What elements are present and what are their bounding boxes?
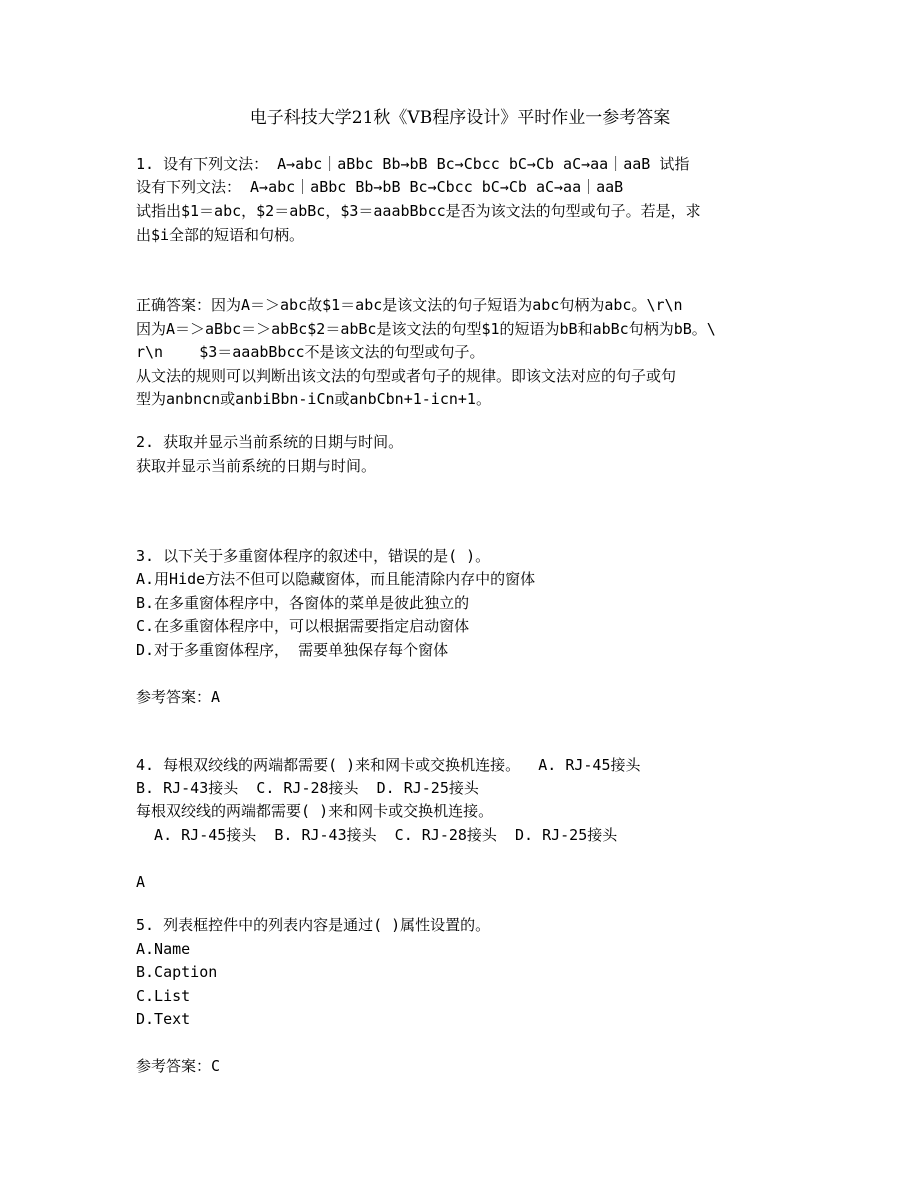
q3-option-d: D.对于多重窗体程序， 需要单独保存每个窗体	[136, 641, 449, 659]
q5-option-d: D.Text	[136, 1010, 191, 1028]
q5-option-a: A.Name	[136, 940, 191, 958]
q5-answer: 参考答案：C	[136, 1057, 221, 1075]
q2-line-1: 2. 获取并显示当前系统的日期与时间。	[136, 433, 404, 451]
q4-line-2: B. RJ-43接头 C. RJ-28接头 D. RJ-25接头	[136, 779, 479, 797]
q4-line-4: A. RJ-45接头 B. RJ-43接头 C. RJ-28接头 D. RJ-25接头	[136, 826, 618, 844]
q4-line-1: 4. 每根双绞线的两端都需要( )来和网卡或交换机连接。 A. RJ-45接头	[136, 756, 641, 774]
q1-line-3: 试指出$1＝abc，$2＝abBc，$3＝aaabBbcc是否为该文法的句型或句子。若是，求	[136, 202, 701, 220]
q5-option-c: C.List	[136, 987, 191, 1005]
q1-answer-line-5: 型为anbncn或anbiBbn-iCn或anbCbn+1-icn+1。	[136, 390, 491, 408]
q1-answer-line-1: 正确答案：因为A＝＞abc故$1＝abc是该文法的句子短语为abc句柄为abc。\r\n	[136, 296, 683, 314]
q1-answer-line-3: r\n $3＝aaabBbcc不是该文法的句型或句子。	[136, 343, 485, 361]
q4-answer: A	[136, 873, 146, 891]
q1-line-2: 设有下列文法： A→abc｜aBbc Bb→bB Bc→Cbcc bC→Cb aC→aa｜aaB	[136, 178, 624, 196]
q3-line-1: 3. 以下关于多重窗体程序的叙述中，错误的是( )。	[136, 547, 491, 565]
q1-line-1: 1. 设有下列文法： A→abc｜aBbc Bb→bB Bc→Cbcc bC→Cb aC→aa｜aaB 试指	[136, 155, 690, 173]
q3-answer: 参考答案：A	[136, 688, 221, 706]
document-title: 电子科技大学21秋《VB程序设计》平时作业一参考答案	[249, 108, 671, 128]
q5-option-b: B.Caption	[136, 963, 218, 981]
q3-option-b: B.在多重窗体程序中，各窗体的菜单是彼此独立的	[136, 594, 470, 612]
q5-line-1: 5. 列表框控件中的列表内容是通过( )属性设置的。	[136, 916, 491, 934]
q2-line-2: 获取并显示当前系统的日期与时间。	[136, 457, 377, 475]
q3-option-a: A.用Hide方法不但可以隐藏窗体，而且能清除内存中的窗体	[136, 570, 536, 588]
q4-line-3: 每根双绞线的两端都需要( )来和网卡或交换机连接。	[136, 802, 494, 820]
q1-answer-line-4: 从文法的规则可以判断出该文法的句型或者句子的规律。即该文法对应的句子或句	[136, 367, 677, 385]
q3-option-c: C.在多重窗体程序中，可以根据需要指定启动窗体	[136, 617, 470, 635]
q1-line-4: 出$i全部的短语和句柄。	[136, 226, 305, 244]
q1-answer-line-2: 因为A＝＞aBbc＝＞abBc$2＝abBc是该文法的句型$1的短语为bB和abBc句柄为bB。\	[136, 320, 716, 338]
